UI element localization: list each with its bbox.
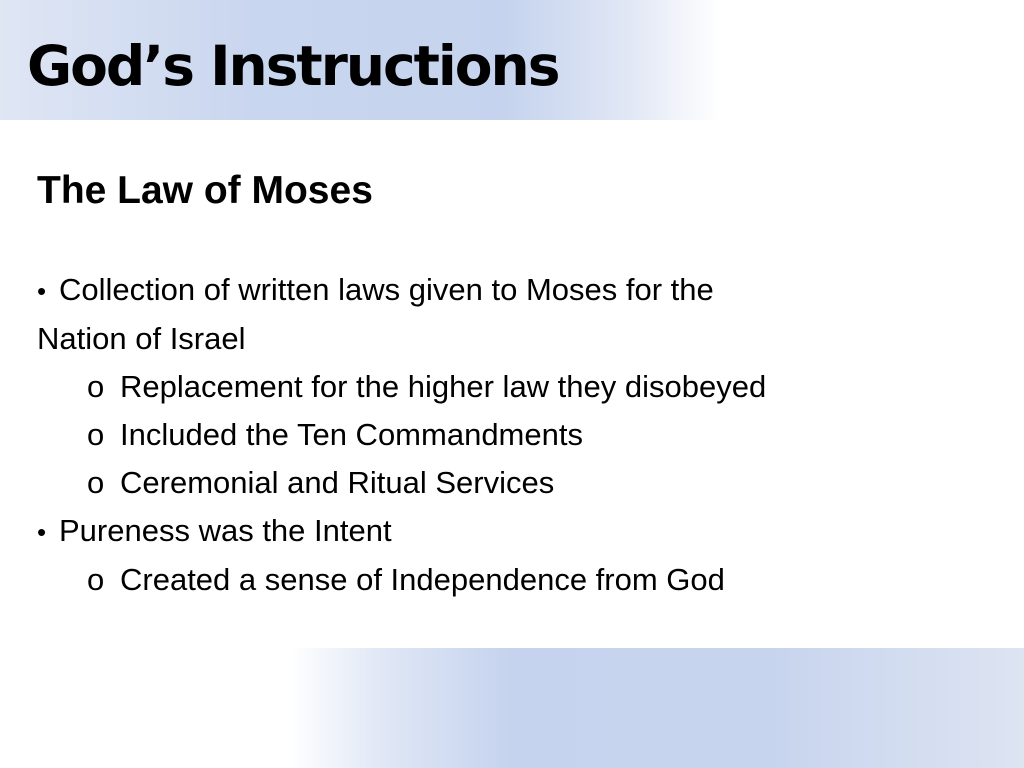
sub-bullet-text: Ceremonial and Ritual Services [120,465,555,500]
slide-subtitle: The Law of Moses [37,169,373,212]
sub-bullet-marker: o [87,465,105,500]
bullet-item [37,266,977,315]
sub-bullet-item [37,363,977,411]
sub-bullet-text: Included the Ten Commandments [120,417,583,452]
bullet-text: Nation of Israel [37,321,246,356]
bullet-item [37,507,977,556]
sub-bullet-item [37,556,977,604]
bullet-marker: • [37,517,47,547]
bullet-text: Pureness was the Intent [59,513,392,548]
sub-bullet-text: Replacement for the higher law they disobeyed [120,369,767,404]
sub-bullet-marker: o [87,369,105,404]
bullet-text: Collection of written laws given to Moses for the [59,272,714,307]
sub-bullet-text: Created a sense of Independence from God [120,562,725,597]
sub-bullet-item [37,411,977,459]
sub-bullet-marker: o [87,562,105,597]
bullet-marker: • [37,276,47,306]
bottom-gradient-band [290,648,1024,768]
bullet-text-continuation [37,315,977,363]
slide-title: God’s Instructions [27,34,559,98]
bullet-list [37,266,977,604]
sub-bullet-marker: o [87,417,105,452]
sub-bullet-item [37,459,977,507]
